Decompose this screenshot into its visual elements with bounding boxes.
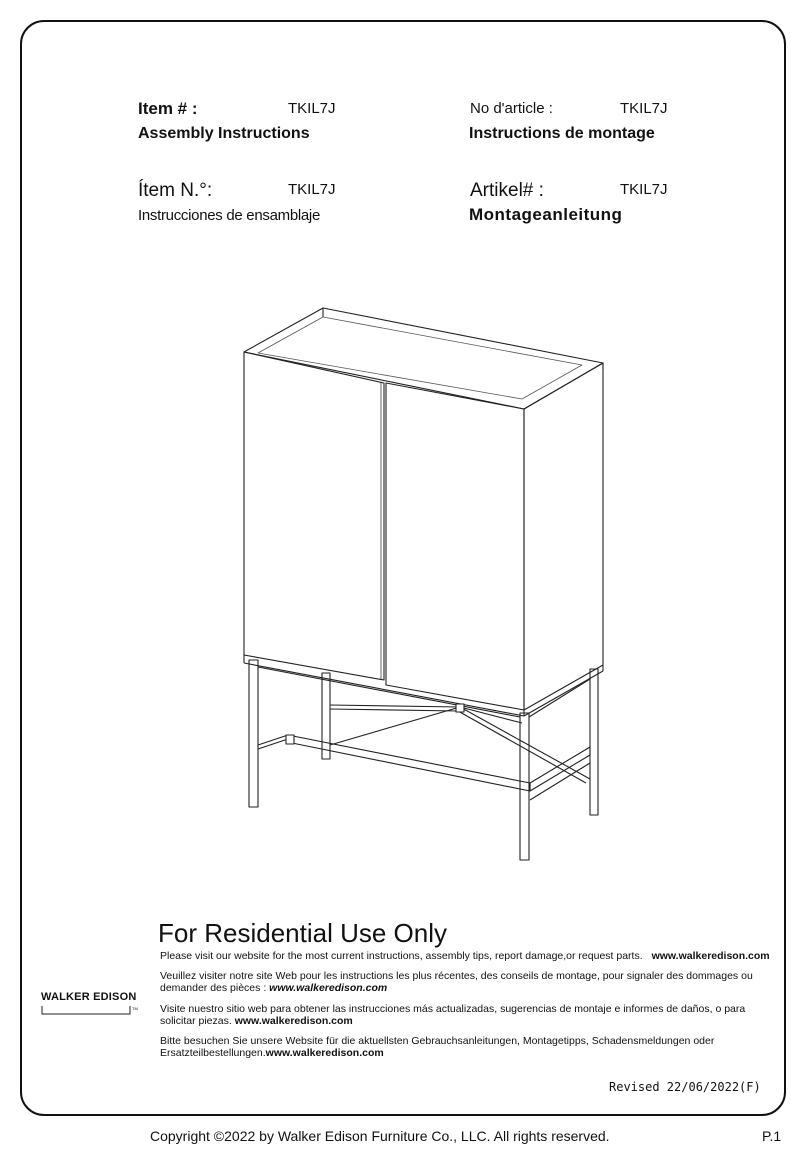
copyright-text: Copyright ©2022 by Walker Edison Furniture Co., LLC. All rights reserved. bbox=[150, 1128, 610, 1144]
logo-bracket-icon bbox=[40, 1004, 140, 1016]
revised-date: Revised 22/06/2022(F) bbox=[609, 1080, 761, 1094]
notice-es-text: Visite nuestro sitio web para obtener las instrucciones más actualizadas, sugerencias de montaje e informes de daños, o para solicitar piezas. bbox=[160, 1003, 746, 1027]
instructions-es: Instrucciones de ensamblaje bbox=[138, 207, 321, 224]
notice-es-link[interactable]: www.walkeredison.com bbox=[234, 1015, 353, 1027]
notice-en-link[interactable]: www.walkeredison.com bbox=[651, 950, 770, 962]
item-label: Item # : bbox=[138, 99, 198, 118]
notice-fr-link[interactable]: www.walkeredison.com bbox=[269, 982, 388, 994]
instructions-de: Montageanleitung bbox=[469, 205, 623, 224]
item-es-label: Ítem N.°: bbox=[138, 180, 213, 201]
notice-es bbox=[160, 1003, 768, 1027]
logo-tm: TM bbox=[132, 1006, 138, 1011]
artikel-value: TKIL7J bbox=[620, 181, 668, 198]
item-es-value: TKIL7J bbox=[288, 181, 336, 198]
notice-de-text: Bitte besuchen Sie unsere Website für die aktuellsten Gebrauchsanleitungen, Montagetipps, Schadensmeldungen oder Ersatzteilbestellungen. bbox=[160, 1035, 715, 1059]
notice-fr bbox=[160, 970, 768, 994]
item-value: TKIL7J bbox=[288, 100, 336, 117]
notice-fr-text: Veuillez visiter notre site Web pour les instructions les plus récentes, des conseils de montage, pour signaler des dommages ou demander des pièces : bbox=[160, 970, 753, 994]
walker-edison-logo bbox=[40, 990, 140, 1018]
residential-title: For Residential Use Only bbox=[158, 918, 447, 948]
cabinet-illustration bbox=[230, 295, 620, 875]
no-article-label: No d'article : bbox=[470, 100, 553, 117]
logo-text: WALKER EDISON bbox=[41, 991, 137, 1003]
notice-de bbox=[160, 1035, 768, 1059]
page-number: P.1 bbox=[762, 1128, 782, 1144]
artikel-label: Artikel# : bbox=[470, 180, 544, 201]
instructions-fr: Instructions de montage bbox=[469, 125, 655, 142]
notice-de-link[interactable]: www.walkeredison.com bbox=[265, 1047, 384, 1059]
assembly-instructions: Assembly Instructions bbox=[138, 125, 310, 142]
notice-en-text: Please visit our website for the most current instructions, assembly tips, report damage,or request parts. bbox=[160, 950, 643, 962]
no-article-value: TKIL7J bbox=[620, 100, 668, 117]
notice-en bbox=[160, 950, 770, 962]
